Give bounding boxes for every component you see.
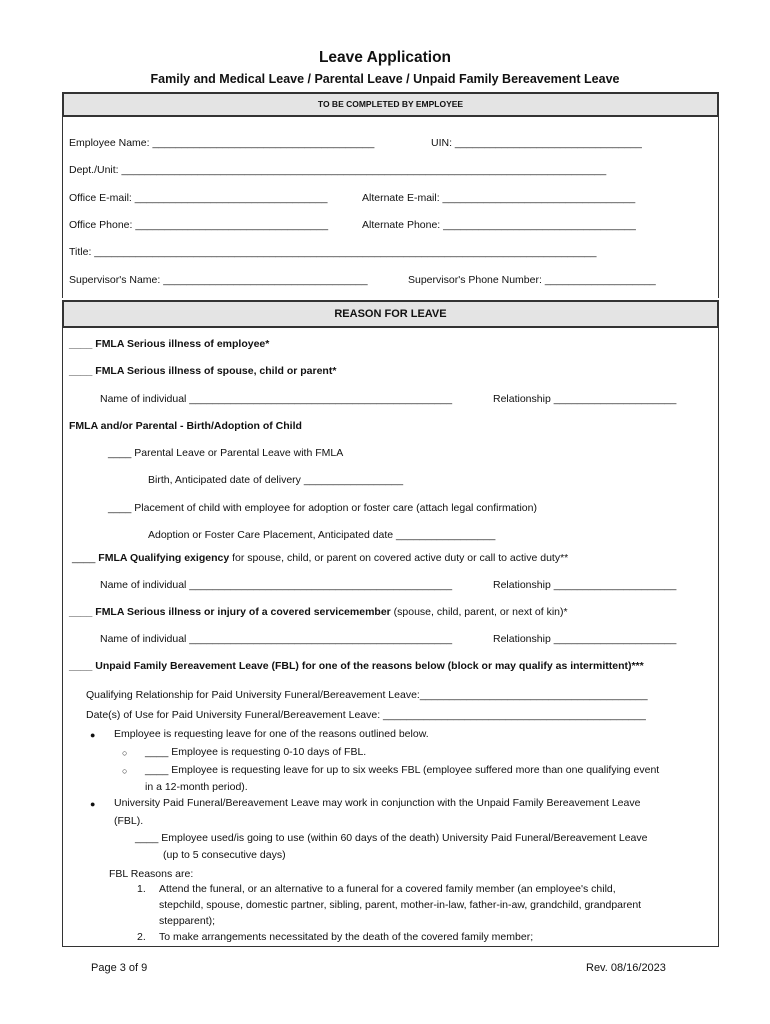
fmla-employee-option[interactable]: ____ FMLA Serious illness of employee*	[69, 338, 270, 350]
servicemember-option[interactable]	[69, 606, 568, 618]
office-email-field[interactable]: Office E-mail: _________________________________	[69, 192, 328, 204]
bullet-2-text: University Paid Funeral/Bereavement Leave may work in conjunction with the Unpaid Family Bereavement Leave	[114, 797, 641, 809]
exigency-description: for spouse, child, or parent on covered active duty or call to active duty**	[229, 552, 569, 564]
title-field[interactable]: Title: ______________________________________________________________________________________	[69, 246, 597, 258]
revision-date: Rev. 08/16/2023	[586, 962, 666, 974]
uin-field[interactable]: UIN: ________________________________	[431, 137, 642, 149]
parental-leave-option[interactable]: ____ Parental Leave or Parental Leave with FMLA	[108, 447, 344, 459]
alternate-phone-field[interactable]: Alternate Phone: _________________________________	[362, 219, 636, 231]
page-subtitle: Family and Medical Leave / Parental Leave / Unpaid Family Bereavement Leave	[150, 72, 620, 86]
supervisor-name-field[interactable]: Supervisor's Name: ___________________________________	[69, 274, 368, 286]
reason-section-header: REASON FOR LEAVE	[62, 300, 719, 328]
placement-option[interactable]: ____ Placement of child with employee for adoption or foster care (attach legal confirmation)	[108, 502, 537, 514]
reason-1-number: 1.	[137, 883, 146, 895]
exigency-label: FMLA Qualifying exigency	[98, 552, 230, 564]
page-number: Page 3 of 9	[91, 962, 148, 974]
placement-date-field[interactable]: Adoption or Foster Care Placement, Anticipated date _________________	[148, 529, 496, 541]
paid-leave-used-option[interactable]: ____ Employee used/is going to use (within 60 days of the death) University Paid Funeral/Bereavement Leave	[135, 832, 648, 844]
dept-unit-field[interactable]: Dept./Unit: ___________________________________________________________________________________	[69, 164, 607, 176]
bullet-2-continuation: (FBL).	[114, 815, 144, 827]
servicemember-description: (spouse, child, parent, or next of kin)*	[390, 606, 568, 618]
fbl-0-10-days-option[interactable]: ____ Employee is requesting 0-10 days of FBL.	[145, 746, 367, 758]
qualifying-relationship-field[interactable]: Qualifying Relationship for Paid University Funeral/Bereavement Leave:_______________________________________	[86, 689, 648, 701]
reason-1-text: Attend the funeral, or an alternative to a funeral for a covered family member (an employee's child,	[159, 883, 616, 895]
parental-heading: FMLA and/or Parental - Birth/Adoption of Child	[69, 420, 302, 432]
fbl-six-weeks-option[interactable]: ____ Employee is requesting leave for up to six weeks FBL (employee suffered more than one qualifying event	[145, 764, 660, 776]
office-phone-field[interactable]: Office Phone: _________________________________	[69, 219, 329, 231]
reason-1-text-line-2: stepchild, spouse, domestic partner, sibling, parent, mother-in-law, father-in-aw, grandchild, grandparent	[159, 899, 642, 911]
relationship-field-3[interactable]: Relationship _____________________	[493, 633, 677, 645]
employee-name-field[interactable]: Employee Name: ______________________________________	[69, 137, 375, 149]
name-of-individual-field-1[interactable]: Name of individual _____________________________________________	[100, 393, 453, 405]
delivery-date-field[interactable]: Birth, Anticipated date of delivery _________________	[148, 474, 404, 486]
fbl-reasons-heading: FBL Reasons are:	[109, 868, 194, 880]
page-title: Leave Application	[318, 49, 452, 66]
exigency-blank: ____	[72, 552, 99, 564]
paid-leave-used-continuation: (up to 5 consecutive days)	[163, 849, 286, 861]
fbl-option[interactable]: ____ Unpaid Family Bereavement Leave (FBL) for one of the reasons below (block or may qualify as intermittent)***	[69, 660, 644, 672]
fmla-family-option[interactable]: ____ FMLA Serious illness of spouse, child or parent*	[69, 365, 337, 377]
name-of-individual-field-2[interactable]: Name of individual _____________________________________________	[100, 579, 453, 591]
relationship-field-1[interactable]: Relationship _____________________	[493, 393, 677, 405]
bullet-disc-icon: ●	[90, 730, 96, 740]
reason-2-text: To make arrangements necessitated by the death of the covered family member;	[159, 931, 534, 943]
bullet-circle-icon: ○	[122, 748, 128, 758]
exigency-option[interactable]	[72, 552, 568, 564]
supervisor-phone-field[interactable]: Supervisor's Phone Number: ___________________	[408, 274, 656, 286]
bullet-1-text: Employee is requesting leave for one of the reasons outlined below.	[114, 728, 429, 740]
bullet-disc-icon: ●	[90, 799, 96, 809]
dates-of-use-field[interactable]: Date(s) of Use for Paid University Funeral/Bereavement Leave: _____________________________________________	[86, 709, 646, 721]
fbl-six-weeks-continuation: in a 12-month period).	[145, 781, 248, 793]
name-of-individual-field-3[interactable]: Name of individual _____________________________________________	[100, 633, 453, 645]
reason-1-text-line-3: stepparent);	[159, 915, 216, 927]
bullet-circle-icon: ○	[122, 766, 128, 776]
relationship-field-2[interactable]: Relationship _____________________	[493, 579, 677, 591]
employee-section-header: TO BE COMPLETED BY EMPLOYEE	[62, 92, 719, 117]
alternate-email-field[interactable]: Alternate E-mail: _________________________________	[362, 192, 636, 204]
reason-2-number: 2.	[137, 931, 146, 943]
servicemember-label: ____ FMLA Serious illness or injury of a covered servicemember	[69, 606, 391, 618]
